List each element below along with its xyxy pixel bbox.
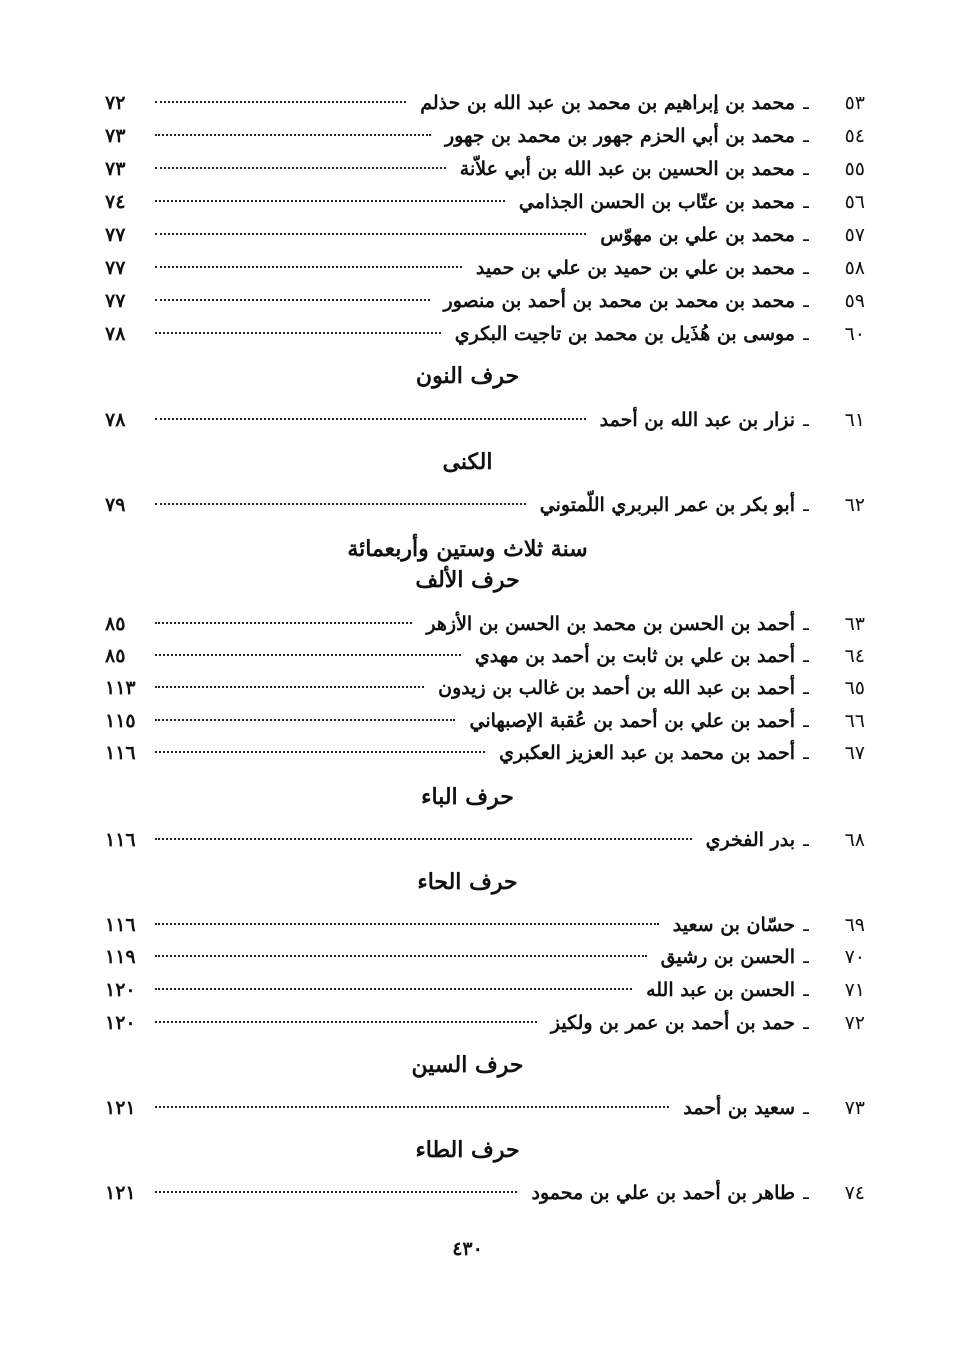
entry-number: ٦٣ xyxy=(844,613,865,635)
entry-name: حمد بن أحمد بن عمر بن ولكيز xyxy=(550,1012,795,1034)
entry-page: ٧٧ xyxy=(105,290,126,312)
index-entry xyxy=(105,1093,865,1123)
entry-name: أحمد بن علي بن ثابت بن أحمد بن مهدي xyxy=(474,645,795,667)
leader-dots xyxy=(155,332,441,334)
entry-number: ٥٤ xyxy=(844,125,865,147)
entry-number: ٧٢ xyxy=(844,1012,865,1034)
leader-dots xyxy=(155,134,431,136)
entry-page: ١٢٠ xyxy=(105,979,136,1001)
index-entry xyxy=(105,738,865,768)
entry-dash: ـ xyxy=(803,125,809,147)
entry-number: ٥٨ xyxy=(844,257,865,279)
leader-dots xyxy=(155,751,485,753)
leader-dots xyxy=(155,923,659,925)
leader-dots xyxy=(155,1191,517,1193)
entry-name: أحمد بن محمد بن عبد العزيز العكبري xyxy=(499,742,795,764)
entry-dash: ـ xyxy=(803,742,809,764)
section-heading-ta: حرف الطاء xyxy=(415,1137,520,1163)
entry-dash: ـ xyxy=(803,409,809,431)
entry-number: ٦٥ xyxy=(844,677,865,699)
section-heading-alif: حرف الألف xyxy=(415,567,520,593)
entry-name: نزار بن عبد الله بن أحمد xyxy=(599,409,795,431)
leader-dots xyxy=(155,503,526,505)
entry-dash: ـ xyxy=(803,191,809,213)
entry-name: محمد بن علي بن مهوّس xyxy=(600,224,795,246)
entry-number: ٦٧ xyxy=(844,742,865,764)
entry-number: ٥٣ xyxy=(844,92,865,114)
entry-name: محمد بن إبراهيم بن محمد بن عبد الله بن حذلم xyxy=(420,92,795,114)
leader-dots xyxy=(155,955,647,957)
entry-dash: ـ xyxy=(803,1012,809,1034)
entry-dash: ـ xyxy=(803,257,809,279)
index-entry xyxy=(105,641,865,671)
leader-dots xyxy=(155,1106,669,1108)
entry-number: ٥٥ xyxy=(844,158,865,180)
entry-name: الحسن بن رشيق xyxy=(660,946,795,968)
index-entry xyxy=(105,706,865,736)
index-entry xyxy=(105,825,865,855)
entry-number: ٦٤ xyxy=(844,645,865,667)
index-entry xyxy=(105,1178,865,1208)
index-entry xyxy=(105,187,865,217)
index-entry xyxy=(105,910,865,940)
entry-dash: ـ xyxy=(803,158,809,180)
entry-dash: ـ xyxy=(803,92,809,114)
index-entry xyxy=(105,942,865,972)
entry-page: ٧٧ xyxy=(105,257,126,279)
entry-number: ٧١ xyxy=(844,979,865,1001)
index-entry xyxy=(105,319,865,349)
entry-page: ١٢٠ xyxy=(105,1012,136,1034)
entry-dash: ـ xyxy=(803,645,809,667)
entry-page: ٧٣ xyxy=(105,158,126,180)
index-entry xyxy=(105,490,865,520)
leader-dots xyxy=(155,988,632,990)
leader-dots xyxy=(155,266,462,268)
entry-page: ٨٥ xyxy=(105,613,126,635)
entry-page: ٧٧ xyxy=(105,224,126,246)
leader-dots xyxy=(155,167,446,169)
entry-number: ٥٧ xyxy=(844,224,865,246)
index-entry xyxy=(105,286,865,316)
entry-dash: ـ xyxy=(803,946,809,968)
section-heading-ha: حرف الحاء xyxy=(417,869,518,895)
entry-name: طاهر بن أحمد بن علي بن محمود xyxy=(531,1182,795,1204)
index-entry xyxy=(105,1008,865,1038)
leader-dots xyxy=(155,233,586,235)
entry-number: ٦٠ xyxy=(844,323,865,345)
entry-number: ٧٤ xyxy=(844,1182,865,1204)
section-heading-kuna: الكنى xyxy=(442,449,493,475)
entry-page: ٧٢ xyxy=(105,92,126,114)
entry-dash: ـ xyxy=(803,710,809,732)
leader-dots xyxy=(155,719,455,721)
index-entry xyxy=(105,253,865,283)
entry-number: ٦١ xyxy=(844,409,865,431)
entry-page: ١١٣ xyxy=(105,677,136,699)
entry-name: حسّان بن سعيد xyxy=(672,914,795,936)
entry-page: ٧٩ xyxy=(105,494,126,516)
entry-dash: ـ xyxy=(803,677,809,699)
index-entry xyxy=(105,88,865,118)
entry-name: محمد بن أبي الحزم جهور بن محمد بن جهور xyxy=(445,125,795,147)
page-number: ٤٣٠ xyxy=(452,1238,483,1260)
leader-dots xyxy=(155,418,586,420)
index-entry xyxy=(105,405,865,435)
entry-page: ١٢١ xyxy=(105,1182,136,1204)
entry-name: أحمد بن علي بن أحمد بن عُقبة الإصبهاني xyxy=(469,710,795,732)
entry-number: ٦٦ xyxy=(844,710,865,732)
entry-name: الحسن بن عبد الله xyxy=(646,979,795,1001)
section-heading-ba: حرف الباء xyxy=(421,784,514,810)
entry-dash: ـ xyxy=(803,290,809,312)
entry-page: ١١٦ xyxy=(105,914,136,936)
entry-dash: ـ xyxy=(803,829,809,851)
leader-dots xyxy=(155,654,461,656)
entry-dash: ـ xyxy=(803,1097,809,1119)
index-entry xyxy=(105,975,865,1005)
leader-dots xyxy=(155,101,406,103)
entry-name: محمد بن محمد بن محمد بن أحمد بن منصور xyxy=(443,290,795,312)
index-entry xyxy=(105,609,865,639)
entry-name: أحمد بن الحسن بن محمد بن الحسن بن الأزهر xyxy=(426,613,795,635)
entry-dash: ـ xyxy=(803,494,809,516)
entry-dash: ـ xyxy=(803,323,809,345)
entry-page: ٧٤ xyxy=(105,191,126,213)
entry-page: ٧٣ xyxy=(105,125,126,147)
entry-name: محمد بن الحسين بن عبد الله بن أبي علاّنة xyxy=(459,158,795,180)
entry-name: أحمد بن عبد الله بن أحمد بن غالب بن زيدون xyxy=(438,677,795,699)
leader-dots xyxy=(155,1021,537,1023)
index-entry xyxy=(105,121,865,151)
section-heading-nun: حرف النون xyxy=(415,363,520,389)
leader-dots xyxy=(155,686,424,688)
index-entry xyxy=(105,220,865,250)
index-entry xyxy=(105,673,865,703)
entry-dash: ـ xyxy=(803,613,809,635)
entry-dash: ـ xyxy=(803,914,809,936)
entry-page: ١٢١ xyxy=(105,1097,136,1119)
section-heading-sin: حرف السين xyxy=(411,1052,524,1078)
entry-page: ١١٥ xyxy=(105,710,136,732)
index-entry xyxy=(105,154,865,184)
entry-page: ٨٥ xyxy=(105,645,126,667)
entry-number: ٥٦ xyxy=(844,191,865,213)
entry-dash: ـ xyxy=(803,1182,809,1204)
entry-dash: ـ xyxy=(803,979,809,1001)
entry-page: ١١٦ xyxy=(105,742,136,764)
entry-page: ١١٦ xyxy=(105,829,136,851)
entry-number: ٥٩ xyxy=(844,290,865,312)
entry-number: ٦٢ xyxy=(844,494,865,516)
leader-dots xyxy=(155,838,692,840)
entry-name: محمد بن علي بن حميد بن علي بن حميد xyxy=(475,257,795,279)
entry-page: ١١٩ xyxy=(105,946,136,968)
entry-name: بدر الفخري xyxy=(705,829,795,851)
leader-dots xyxy=(155,622,412,624)
entry-page: ٧٨ xyxy=(105,323,126,345)
entry-number: ٧٣ xyxy=(844,1097,865,1119)
entry-page: ٧٨ xyxy=(105,409,126,431)
entry-number: ٦٩ xyxy=(844,914,865,936)
year-heading: سنة ثلاث وستين وأربعمائة xyxy=(347,536,588,562)
entry-name: أبو بكر بن عمر البربري اللّمتوني xyxy=(539,494,795,516)
entry-dash: ـ xyxy=(803,224,809,246)
entry-name: محمد بن عتّاب بن الحسن الجذامي xyxy=(518,191,795,213)
leader-dots xyxy=(155,299,430,301)
leader-dots xyxy=(155,200,505,202)
entry-number: ٧٠ xyxy=(844,946,865,968)
entry-name: موسى بن هُذَيل بن محمد بن تاجيت البكري xyxy=(454,323,795,345)
entry-number: ٦٨ xyxy=(844,829,865,851)
entry-name: سعيد بن أحمد xyxy=(683,1097,795,1119)
